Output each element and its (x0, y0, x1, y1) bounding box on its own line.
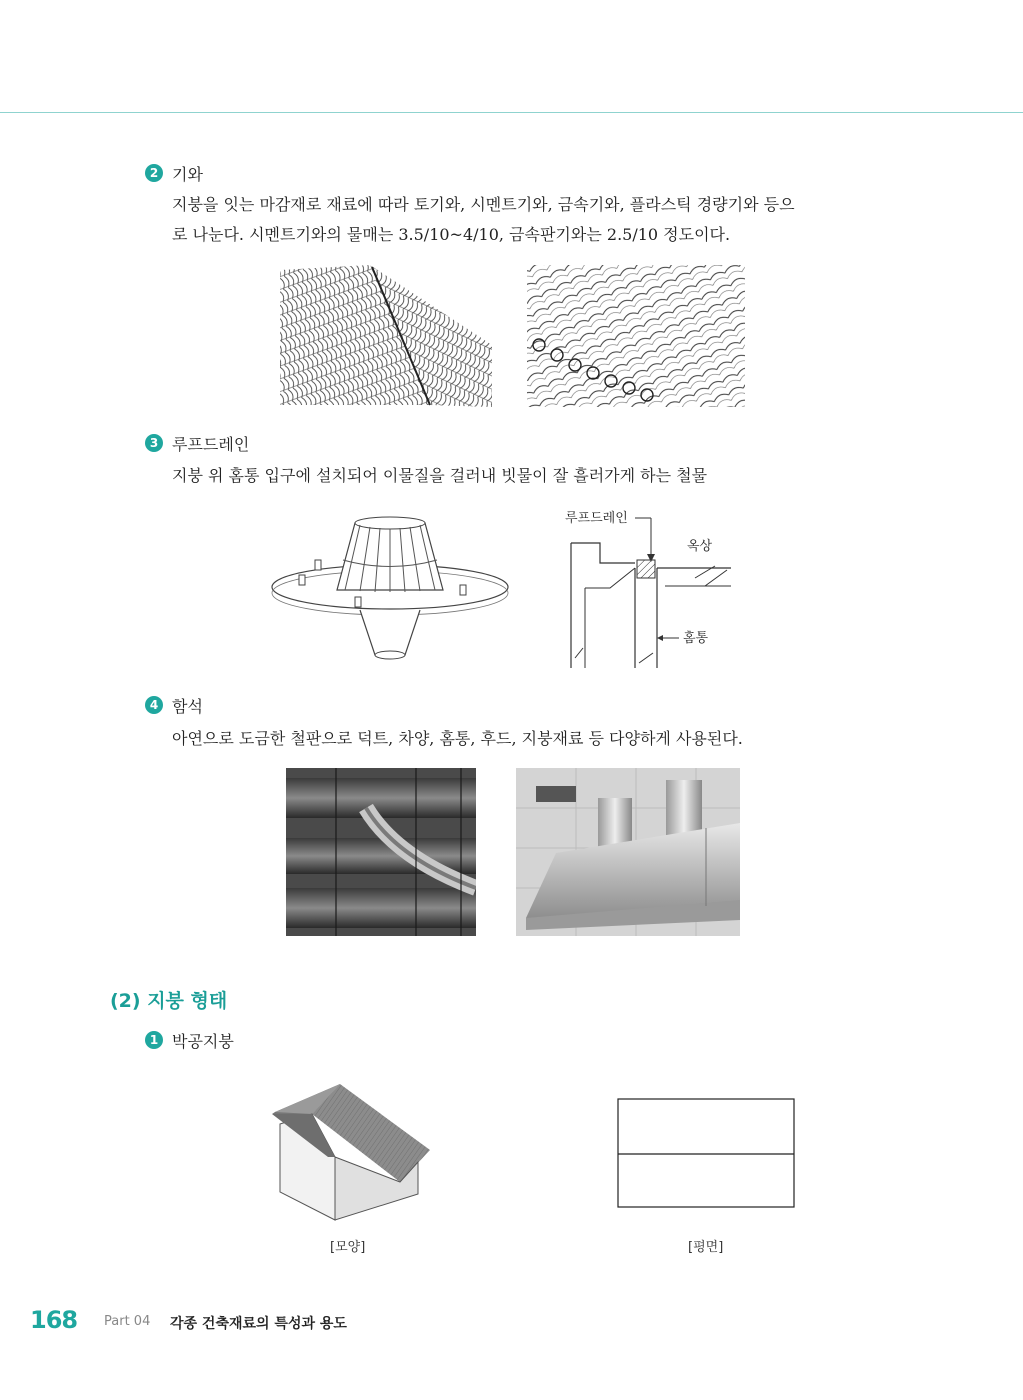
kitchen-hood-photo (516, 768, 740, 936)
tile-roof-illustration-left (280, 265, 492, 407)
tile-text-line1: 지붕을 잇는 마감재로 재료에 따라 토기와, 시멘트기와, 금속기와, 플라스틱 경량기와 등으 (172, 195, 795, 214)
label-rooftop: 옥상 (687, 539, 713, 554)
item-title-galvanized: 함석 (172, 697, 203, 716)
footer-part-label: Part 04 (104, 1314, 151, 1329)
item-number-badge: 1 (145, 1031, 163, 1049)
footer-chapter-title: 각종 건축재료의 특성과 용도 (170, 1316, 347, 1332)
item-number-badge: 2 (145, 164, 163, 182)
galvanized-text: 아연으로 도금한 철판으로 덕트, 차양, 홈통, 후드, 지붕재료 등 다양하게 사용된다. (172, 729, 743, 748)
roof-drain-section-diagram (555, 508, 740, 670)
duct-photo (286, 768, 476, 936)
tile-roof-illustration-right (527, 265, 745, 407)
item-number-badge: 4 (145, 696, 163, 714)
gable-roof-plan-diagram (617, 1098, 797, 1210)
label-gutter: 홈통 (683, 631, 709, 646)
item-title-gable-roof: 박공지붕 (172, 1032, 234, 1051)
item-number-badge: 3 (145, 434, 163, 452)
tile-text-line2: 로 나눈다. 시멘트기와의 물매는 3.5/10~4/10, 금속판기와는 2.5/10 정도이다. (172, 225, 731, 244)
section-heading-roof-forms: (2) 지붕 형태 (110, 990, 228, 1012)
caption-shape: [모양] (330, 1240, 366, 1255)
label-roof-drain: 루프드레인 (565, 511, 628, 526)
roof-drain-illustration (265, 515, 515, 665)
caption-plan: [평면] (688, 1240, 724, 1255)
item-title-tile: 기와 (172, 165, 203, 184)
item-title-roof-drain: 루프드레인 (172, 435, 250, 454)
gable-roof-3d-illustration (270, 1082, 436, 1222)
header-rule (0, 112, 1023, 113)
page-number: 168 (30, 1306, 78, 1334)
roof-drain-text: 지붕 위 홈통 입구에 설치되어 이물질을 걸러내 빗물이 잘 흘러가게 하는 철물 (172, 466, 708, 485)
